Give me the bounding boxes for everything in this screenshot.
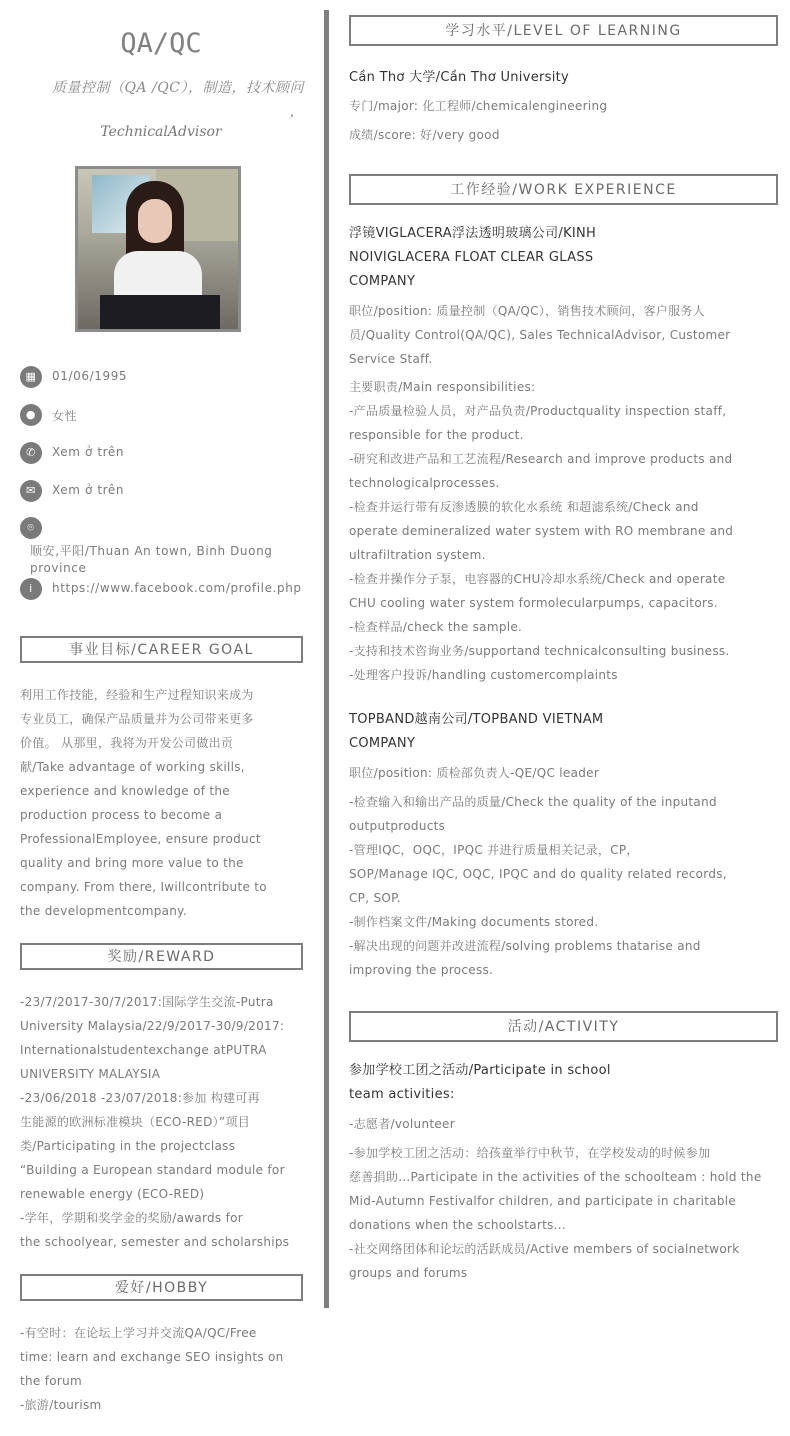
job2-resp-line: -制作档案文件/Making documents stored. xyxy=(349,915,599,929)
career-goal-line: ProfessionalEmployee, ensure product xyxy=(20,832,261,846)
experience-heading: 工作经验/WORK EXPERIENCE xyxy=(349,174,778,205)
activity-line: -志愿者/volunteer xyxy=(349,1117,455,1131)
job1-company-line: NOIVIGLACERA FLOAT CLEAR GLASS xyxy=(349,250,594,265)
job2-resp-line: -解决出现的问题并改进流程/solving problems thatarise and xyxy=(349,939,701,953)
job2-resp-line: SOP/Manage IQC, OQC, IPQC and do quality related records, xyxy=(349,867,727,881)
career-goal-line: quality and bring more value to the xyxy=(20,856,244,870)
reward-line: 类/Participating in the projectclass xyxy=(20,1139,236,1153)
job2-resp-line: -检查输入和输出产品的质量/Check the quality of the inputand xyxy=(349,795,717,809)
experience-job-2 xyxy=(349,708,779,982)
phone-text: Xem ở trên xyxy=(52,445,125,459)
career-goal-line: 价值。 从那里，我将为开发公司做出贡 xyxy=(20,736,234,750)
profile-photo xyxy=(75,166,241,332)
job1-position-line: 职位/position: 质量控制（QA/QC），销售技术顾问，客户服务人 xyxy=(349,304,706,318)
career-goal-heading: 事业目标/CAREER GOAL xyxy=(20,636,303,663)
reward-line: -23/7/2017-30/7/2017:国际学生交流-Putra xyxy=(20,995,274,1009)
job1-resp-line: -检查并运行带有反渗透膜的软化水系统 和超滤系统/Check and xyxy=(349,500,699,514)
job1-resp-line: operate demineralized water system with RO membrane and xyxy=(349,524,734,538)
career-goal-line: experience and knowledge of the xyxy=(20,784,230,798)
job2-company-line: COMPANY xyxy=(349,736,416,751)
hobby-line: -有空时：在论坛上学习并交流QA/QC/Free xyxy=(20,1326,257,1340)
name-title: QA/QC xyxy=(120,28,202,59)
website-text[interactable]: https://www.facebook.com/profile.php xyxy=(52,581,302,595)
activity-line: donations when the schoolstarts... xyxy=(349,1218,567,1232)
birthdate-text: 01/06/1995 xyxy=(52,369,128,383)
job1-position-line: Service Staff. xyxy=(349,352,433,366)
education-body xyxy=(349,63,779,150)
activity-line: groups and forums xyxy=(349,1266,468,1280)
reward-line: renewable energy (ECO-RED) xyxy=(20,1187,205,1201)
career-goal-line: production process to become a xyxy=(20,808,223,822)
reward-line: UNIVERSITY MALAYSIA xyxy=(20,1067,161,1081)
hobby-line: the forum xyxy=(20,1374,83,1388)
reward-line: -学年，学期和奖学金的奖励/awards for xyxy=(20,1211,244,1225)
job-subtitle-line-3: TechnicalAdvisor xyxy=(100,124,222,140)
reward-line: -23/06/2018 -23/07/2018:参加 构建可再 xyxy=(20,1091,260,1105)
activity-line: -社交网络团体和论坛的活跃成员/Active members of socialnetwork xyxy=(349,1242,740,1256)
job1-company-line: 浮镜VIGLACERA浮法透明玻璃公司/KINH xyxy=(349,226,597,241)
school-name: Cần Thơ 大学/Cần Thơ University xyxy=(349,70,570,85)
job1-resp-line: -支持和技术咨询业务/supportand technicalconsulting business. xyxy=(349,644,730,658)
reward-line: University Malaysia/22/9/2017-30/9/2017: xyxy=(20,1019,285,1033)
activity-body xyxy=(349,1059,779,1285)
career-goal-line: 专业员工，确保产品质量并为公司带来更多 xyxy=(20,712,254,726)
job2-resp-line: -管理IQC，OQC，IPQC 并进行质量相关记录，CP， xyxy=(349,843,639,857)
job-subtitle-line-1: 质量控制（QA /QC），制造，技术顾问 xyxy=(52,80,304,96)
career-goal-line: 利用工作技能，经验和生产过程知识来成为 xyxy=(20,688,254,702)
reward-line: “Building a European standard module for xyxy=(20,1163,285,1177)
career-goal-line: company. From there, Iwillcontribute to xyxy=(20,880,267,894)
job1-resp-line: 主要职责/Main responsibilities: xyxy=(349,380,536,394)
education-major: 专门/major: 化工程师/chemicalengineering xyxy=(349,99,608,113)
column-divider xyxy=(324,10,329,1308)
job1-resp-line: -检查并操作分子泵，电容器的CHU冷却水系统/Check and operate xyxy=(349,572,726,586)
job-subtitle-line-2: ， xyxy=(289,104,304,120)
job1-resp-line: ultrafiltration system. xyxy=(349,548,486,562)
email-icon: ✉ xyxy=(20,480,42,502)
calendar-icon: ▦ xyxy=(20,366,42,388)
job1-resp-line: technologicalprocesses. xyxy=(349,476,500,490)
info-icon: i xyxy=(20,578,42,600)
phone-icon: ✆ xyxy=(20,442,42,464)
job1-resp-line: -研究和改进产品和工艺流程/Research and improve products and xyxy=(349,452,733,466)
email-text: Xem ở trên xyxy=(52,483,125,497)
experience-job-1 xyxy=(349,222,779,687)
job1-resp-line: responsible for the product. xyxy=(349,428,524,442)
reward-body xyxy=(20,990,310,1254)
job2-resp-line: outputproducts xyxy=(349,819,446,833)
education-heading: 学习水平/LEVEL OF LEARNING xyxy=(349,15,778,46)
job1-resp-line: -产品质量检验人员，对产品负责/Productquality inspection staff, xyxy=(349,404,727,418)
job-subtitle xyxy=(14,76,304,124)
education-score: 成绩/score: 好/very good xyxy=(349,128,500,142)
reward-heading: 奖励/REWARD xyxy=(20,943,303,970)
job2-company-line: TOPBAND越南公司/TOPBAND VIETNAM xyxy=(349,712,604,727)
gender-text: 女性 xyxy=(52,409,78,423)
job1-position-line: 员/Quality Control(QA/QC), Sales TechnicalAdvisor, Customer xyxy=(349,328,731,342)
reward-line: the schoolyear, semester and scholarships xyxy=(20,1235,290,1249)
activity-line: Mid-Autumn Festivalfor children, and participate in charitable xyxy=(349,1194,737,1208)
hobby-line: time: learn and exchange SEO insights on xyxy=(20,1350,284,1364)
hobby-line: -旅游/tourism xyxy=(20,1398,102,1412)
location-icon: ⌾ xyxy=(20,517,42,539)
job2-resp-line: CP, SOP. xyxy=(349,891,401,905)
career-goal-body xyxy=(20,683,310,923)
photo-pants xyxy=(100,295,220,332)
job1-resp-line: -检查样品/check the sample. xyxy=(349,620,523,634)
photo-face xyxy=(138,199,172,243)
job2-position-line: 职位/position: 质检部负责人-QE/QC leader xyxy=(349,766,600,780)
activity-heading: 活动/ACTIVITY xyxy=(349,1011,778,1042)
activity-line: 慈善捐助...Participate in the activities of the schoolteam : hold the xyxy=(349,1170,762,1184)
job2-resp-line: improving the process. xyxy=(349,963,494,977)
job1-resp-line: -处理客户投诉/handling customercomplaints xyxy=(349,668,618,682)
reward-line: 生能源的欧洲标准模块（ECO-RED）”项目 xyxy=(20,1115,251,1129)
activity-heading-line: 参加学校工团之活动/Participate in school xyxy=(349,1063,611,1078)
address-text: 顺安,平阳/Thuan An town, Binh Duong province xyxy=(30,544,273,575)
person-icon: ● xyxy=(20,404,42,426)
reward-line: Internationalstudentexchange atPUTRA xyxy=(20,1043,267,1057)
job1-resp-line: CHU cooling water system formolecularpumps, capacitors. xyxy=(349,596,718,610)
career-goal-line: the developmentcompany. xyxy=(20,904,187,918)
job1-company-line: COMPANY xyxy=(349,274,416,289)
hobby-body xyxy=(20,1321,310,1417)
career-goal-line: 献/Take advantage of working skills, xyxy=(20,760,245,774)
activity-heading-line: team activities: xyxy=(349,1087,455,1102)
activity-line: -参加学校工团之活动：给孩童举行中秋节，在学校发动的时候参加 xyxy=(349,1146,711,1160)
hobby-heading: 爱好/HOBBY xyxy=(20,1274,303,1301)
